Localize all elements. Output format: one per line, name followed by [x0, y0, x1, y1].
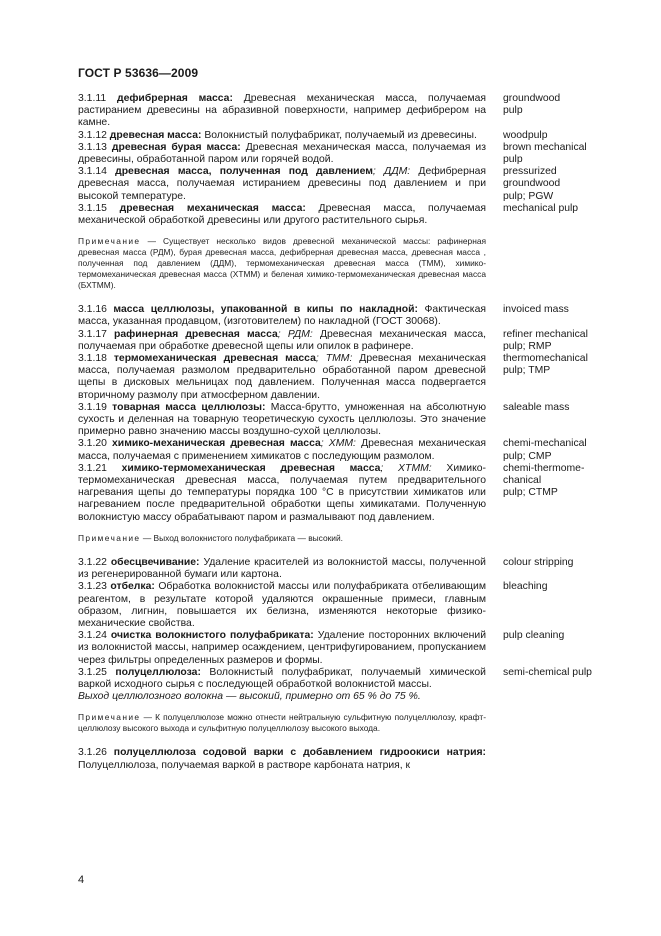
- entry-definition: Удаление красителей из волокнистой массы, полученной из регенерированной бумаги или картона.: [78, 556, 486, 581]
- english-equivalent: colour stripping: [503, 556, 574, 568]
- entry-term: товарная масса целлюлозы:: [112, 401, 266, 413]
- english-equivalent: pulp cleaning: [503, 630, 565, 642]
- term-entry: [78, 667, 608, 691]
- entry-number: 3.1.22: [78, 556, 107, 568]
- english-equivalent: brown mechanical pulp: [503, 141, 587, 166]
- entry-abbreviation: ; ТММ:: [315, 353, 353, 365]
- term-entry: [78, 304, 608, 328]
- entry-definition: Древесная механическая масса, получаемая растиранием древесины на абразивной поверхности, например дефибрером на камне.: [78, 93, 486, 129]
- note-text: — Существует несколько видов древесной механической массы: рафинерная древесная масса (РДМ), бурая древесная масса, дефибрерная древесная масса, древесная масса , полученная под давлением (ДДМ), термомеханическая древесная масса (ТММ), химико-термомеханическая древесная масса (ХТММ) и беленая химико-термомеханическая древесная масса (БХТММ).: [78, 236, 487, 291]
- note-text: — К полуцеллюлозе можно отнести нейтральную сульфитную полуцеллюлозу, крафт-целлюлозу высокого выхода и сульфитную полуцеллюлозу высокого выхода.: [78, 712, 487, 734]
- entry-term: обесцвечивание:: [110, 556, 200, 568]
- note-paragraph: [78, 712, 486, 734]
- english-equivalent: woodpulp: [503, 129, 548, 141]
- english-equivalent: pressurized groundwood pulp; PGW: [503, 166, 561, 202]
- entry-abbreviation: ; РДМ:: [277, 328, 313, 340]
- note-label: Примечание: [78, 712, 141, 723]
- english-equivalent: saleable mass: [503, 401, 570, 413]
- english-equivalent: mechanical pulp: [503, 202, 579, 214]
- entry-term: древесная механическая масса:: [119, 202, 306, 214]
- note-label: Примечание: [78, 236, 141, 247]
- term-entry: [78, 93, 608, 130]
- note-paragraph: [78, 236, 486, 291]
- entry-number: 3.1.21: [78, 462, 107, 474]
- entry-term: очистка волокнистого полуфабриката:: [110, 630, 314, 642]
- entry-abbreviation: ; ХТММ:: [380, 462, 432, 474]
- entry-number: 3.1.17: [78, 328, 107, 340]
- entry-number: 3.1.16: [78, 304, 107, 316]
- entry-number: 3.1.14: [78, 166, 107, 178]
- entry-definition: Древесная механическая масса, получаемая при обработке древесной щепы или опилок в рафинере.: [78, 328, 487, 352]
- entry-term: химико-термомеханическая древесная масса: [121, 462, 381, 474]
- note-text: — Выход волокнистого полуфабриката — высокий.: [142, 532, 343, 543]
- term-entry: [78, 630, 608, 667]
- entry-abbreviation: ; ДДМ:: [372, 166, 411, 178]
- entry-term: древесная масса, полученная под давлением: [115, 166, 373, 178]
- entry-number: 3.1.11: [78, 93, 107, 104]
- entry-definition: Древесная механическая масса, получаемая размолом предварительно обработанной паром древесной щепы в дисковых мельницах под давлением. Полученная масса подвергается вторичному размолу при атмосферном давлении.: [78, 353, 487, 401]
- page-number: 4: [78, 874, 85, 886]
- entry-definition: Полуцеллюлоза, получаемая варкой в растворе карбоната натрия, к: [78, 759, 411, 771]
- entry-number: 3.1.15: [78, 202, 107, 214]
- term-entry: [78, 463, 608, 524]
- entry-definition: Волокнистый полуфабрикат, получаемый химической варкой исходного сырья с последующей обработкой волокнистой массы.: [78, 666, 486, 690]
- note-paragraph: [78, 533, 486, 544]
- english-equivalent: semi-chemical pulp: [503, 666, 592, 678]
- entry-number: 3.1.26: [78, 747, 107, 759]
- document-header: ГОСТ Р 53636—2009: [78, 66, 199, 80]
- entry-number: 3.1.24: [78, 630, 107, 642]
- entry-definition: Обработка волокнистой массы или полуфабриката отбеливающим реагентом, в результате которой удаляются окрашенные примеси, главным образом, лигнин, повышается их белизна, изменяются некоторые физико-механические свойства.: [78, 581, 487, 629]
- term-entry: [78, 166, 608, 203]
- english-equivalent: refiner mechanical pulp; RMP: [503, 328, 588, 352]
- entry-number: 3.1.19: [78, 401, 107, 413]
- term-entry: [78, 353, 608, 402]
- entry-number: 3.1.13: [78, 141, 107, 153]
- entry-number: 3.1.20: [78, 438, 107, 450]
- term-entry: [78, 203, 608, 227]
- english-equivalent: thermomechanical pulp; TMP: [503, 353, 588, 377]
- entry-term: дефибрерная масса:: [116, 93, 233, 104]
- entry-definition: Древесная механическая масса, получаемая из древесины, обработанной паром или горячей водой.: [78, 141, 486, 166]
- term-entry: [78, 142, 608, 166]
- entry-number: 3.1.25: [78, 666, 107, 678]
- entry-definition: Древесная механическая масса, получаемая с применением химикатов с последующим размолом.: [78, 438, 486, 462]
- yield-statement: Выход целлюлозного волокна — высокий, примерно от 65 % до 75 %.: [78, 691, 421, 703]
- term-entry: [78, 329, 608, 353]
- entry-number: 3.1.12: [78, 129, 107, 141]
- english-equivalent: groundwood pulp: [503, 93, 561, 117]
- entry-term: отбелка:: [110, 581, 155, 593]
- entry-term: рафинерная древесная масса: [114, 328, 278, 340]
- entry-definition: Химико-термомеханическая древесная масса, получаемая путем предварительного нагревания щепы до температуры порядка 100 °С в присутствии химикатов или нагреванием после предварительной обработки щепы химикатами. Полученную волокнистую массу обрабатывают паром и размалывают под давлением.: [78, 462, 486, 523]
- term-entry: [78, 747, 608, 771]
- entry-definition: Древесная масса, получаемая механической обработкой древесины или другого растительного сырья.: [78, 202, 487, 227]
- entry-term: масса целлюлозы, упакованной в кипы по накладной:: [113, 304, 418, 316]
- term-entry: [78, 130, 608, 142]
- entry-term: древесная масса:: [109, 129, 202, 141]
- document-body: [78, 93, 608, 772]
- entry-term: полуцеллюлоза содовой варки с добавлением гидроокиси натрия:: [113, 747, 487, 759]
- entry-definition: Фактическая масса, указанная продавцом, (изготовителем) по накладной (ГОСТ 30068).: [78, 304, 486, 328]
- entry-abbreviation: ; ХММ:: [320, 438, 356, 450]
- entry-term: полуцеллюлоза:: [115, 666, 201, 678]
- entry-definition: Волокнистый полуфабрикат, получаемый из древесины.: [204, 129, 477, 141]
- entry-definition: Масса-брутто, умноженная на абсолютную сухость и деленная на товарную теоретическую сухость целлюлозы. Это значение примерно равно значению массы воздушно-сухой целлюлозы.: [78, 401, 486, 438]
- entry-term: термомеханическая древесная масса: [113, 353, 316, 365]
- entry-definition: Дефибрерная древесная масса, получаемая истиранием древесины под давлением и при высокой температуре.: [78, 166, 487, 202]
- english-equivalent: invoiced mass: [503, 304, 569, 316]
- entry-number: 3.1.18: [78, 353, 107, 365]
- note-label: Примечание: [78, 532, 141, 543]
- term-entry: [78, 402, 608, 439]
- entry-definition: Удаление посторонних включений из волокнистой массы, например осаждением, центрифугированием, пропусканием через фильтры определенных размеров и формы.: [78, 630, 487, 666]
- term-entry: [78, 557, 608, 581]
- english-equivalent: chemi-mechanical pulp; CMP: [503, 438, 587, 462]
- entry-term: древесная бурая масса:: [111, 141, 241, 153]
- english-equivalent: bleaching: [503, 581, 548, 593]
- term-entry: [78, 438, 608, 462]
- entry-number: 3.1.23: [78, 581, 107, 593]
- english-equivalent: chemi-thermome- chanical pulp; CTMP: [503, 462, 585, 499]
- term-entry: [78, 581, 608, 630]
- entry-term: химико-механическая древесная масса: [112, 438, 321, 450]
